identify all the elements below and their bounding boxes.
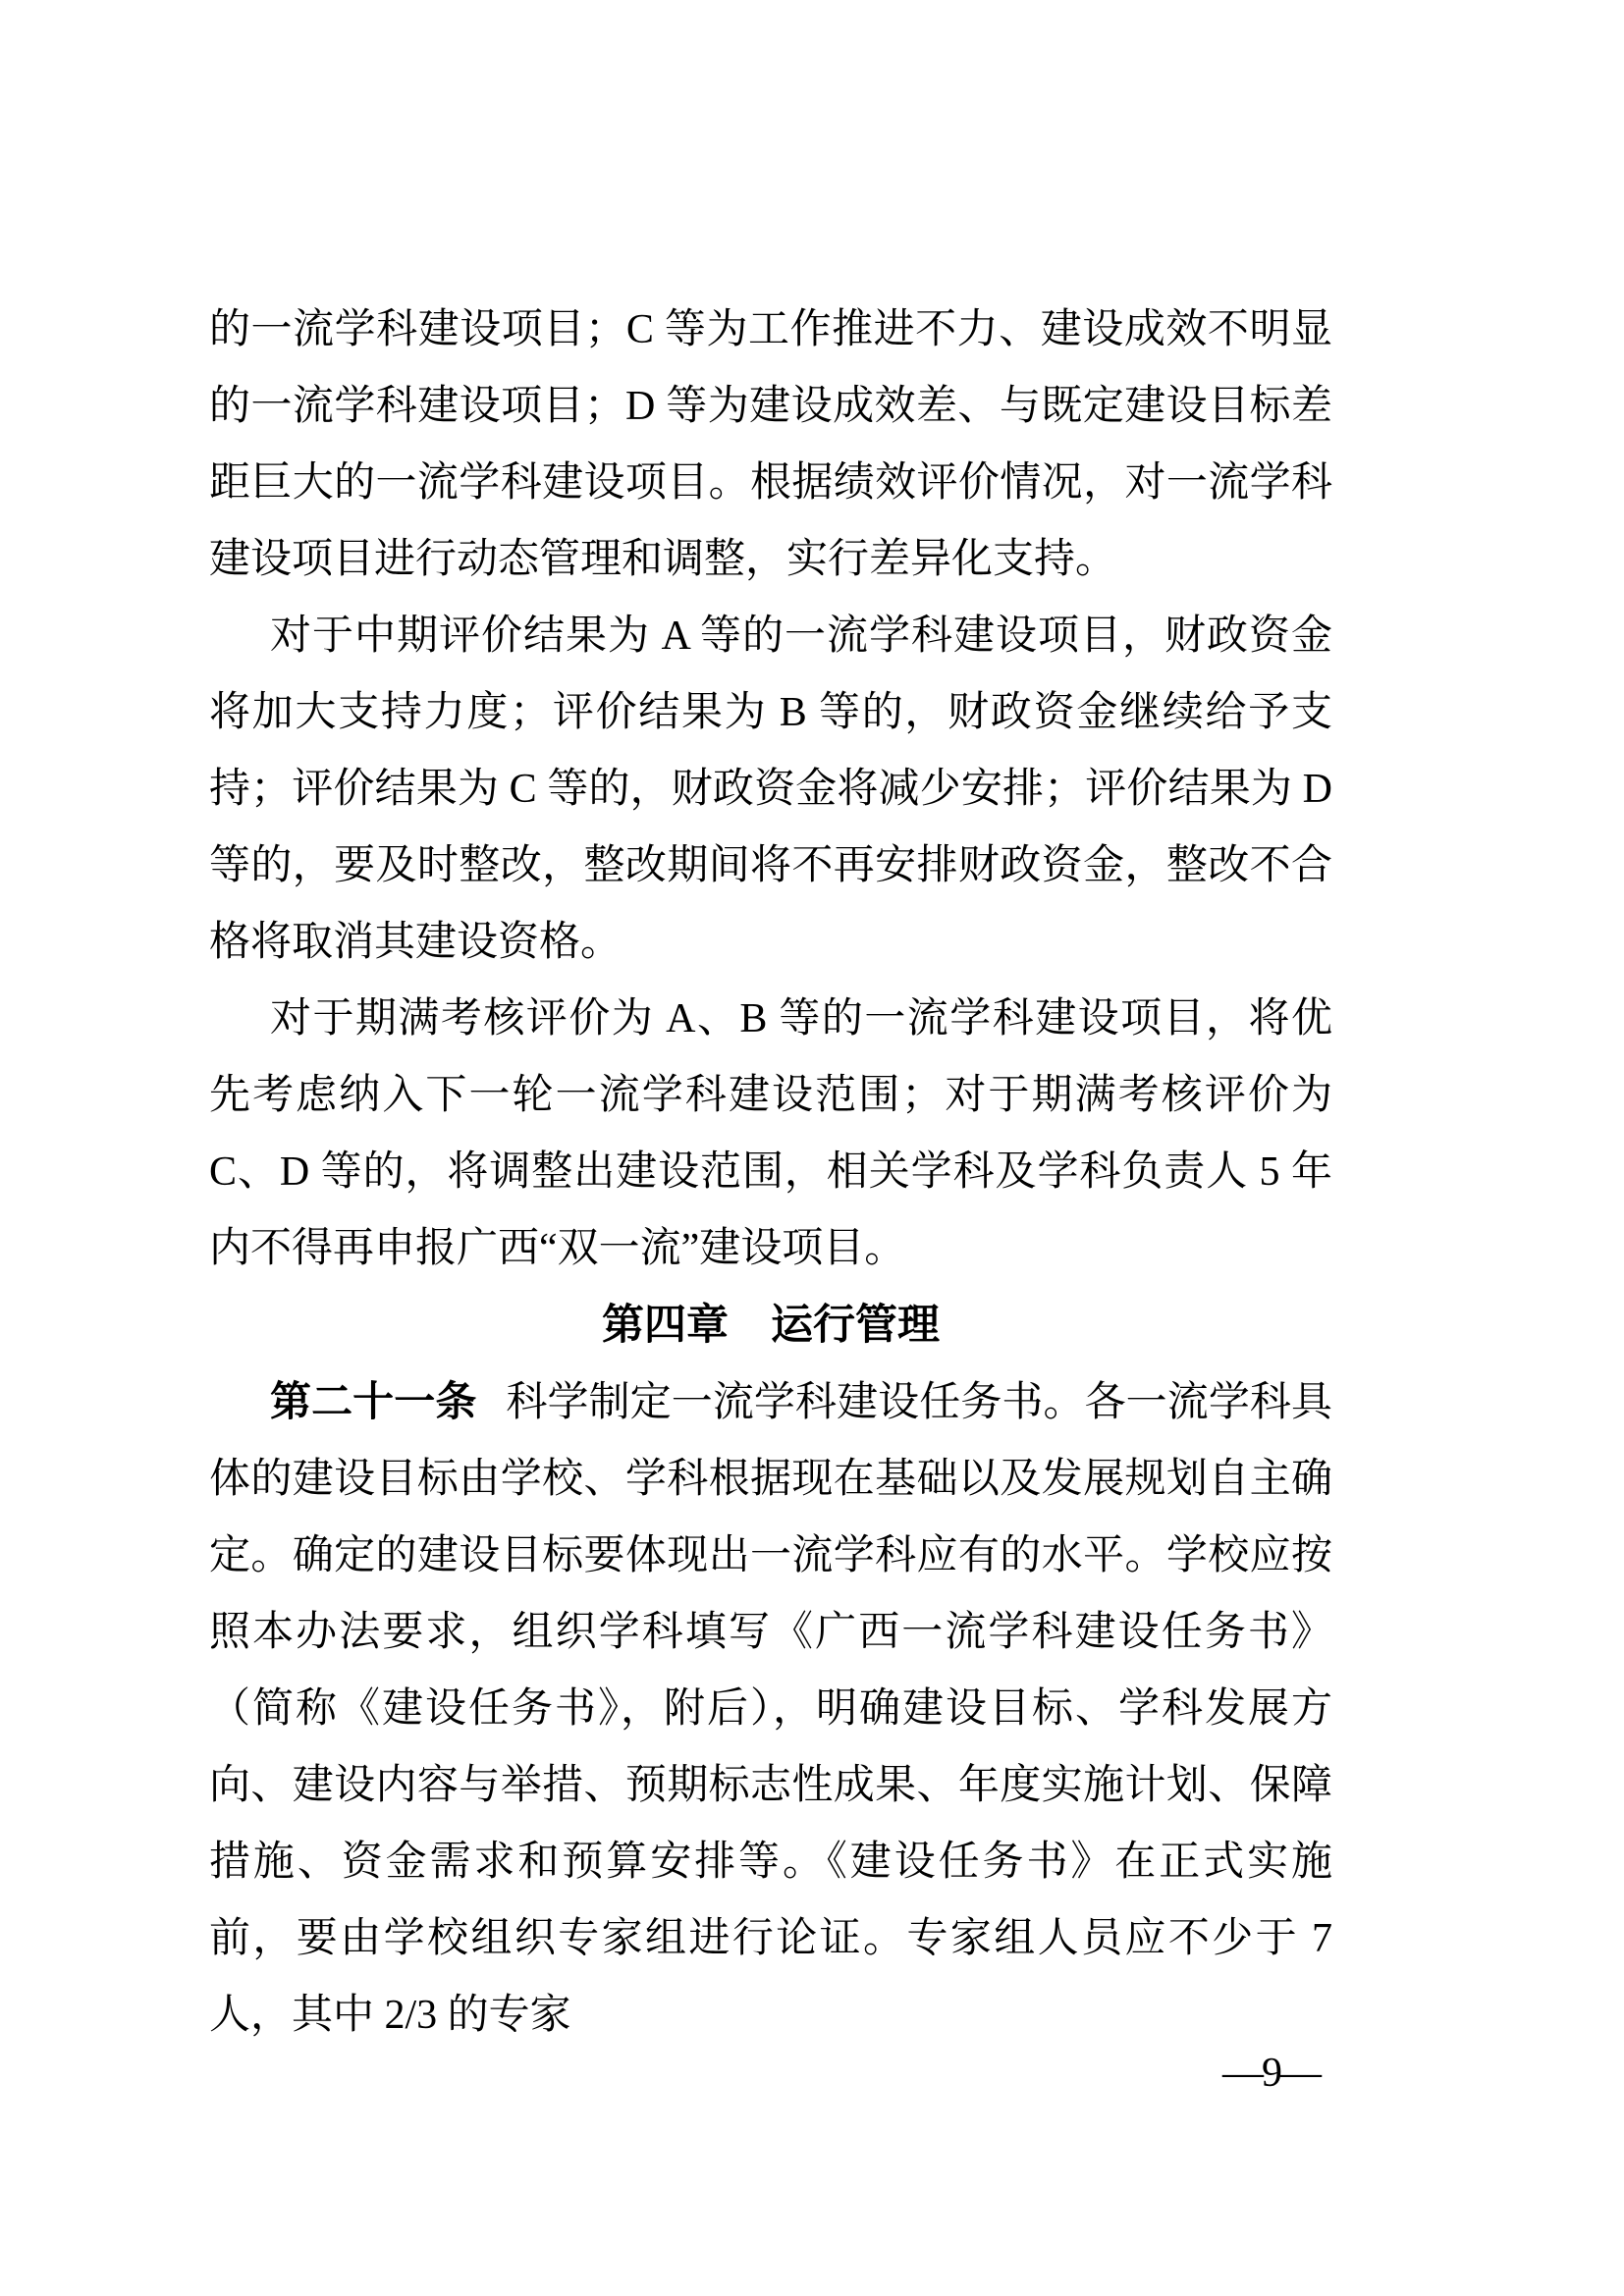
body-paragraph-final-assessment: 对于期满考核评价为 A、B 等的一流学科建设项目，将优先考虑纳入下一轮一流学科建设范围；对于期满考核评价为 C、D 等的，将调整出建设范围，相关学科及学科负责人 5 年内不得再申报广西“双一流”建设项目。	[209, 996, 1332, 1271]
chapter-heading: 第四章 运行管理	[602, 1302, 940, 1349]
body-paragraph-continuation: 的一流学科建设项目；C 等为工作推进不力、建设成效不明显的一流学科建设项目；D 等为建设成效差、与既定建设目标差距巨大的一流学科建设项目。根据绩效评价情况，对一流学科建设项目进行动态管理和调整，实行差异化支持。	[209, 307, 1332, 582]
page-number: —9—	[1222, 2051, 1320, 2096]
text-block	[209, 292, 1332, 2054]
article-paragraph	[209, 1363, 1332, 2054]
article-number-label: 第二十一条	[270, 1378, 477, 1424]
body-paragraph-midterm-evaluation: 对于中期评价结果为 A 等的一流学科建设项目，财政资金将加大支持力度；评价结果为 B 等的，财政资金继续给予支持；评价结果为 C 等的，财政资金将减少安排；评价结果为 D 等的，要及时整改，整改期间将不再安排财政资金，整改不合格将取消其建设资格。	[209, 614, 1332, 965]
article-text: 科学制定一流学科建设任务书。各一流学科具体的建设目标由学校、学科根据现在基础以及发展规划自主确定。确定的建设目标要体现出一流学科应有的水平。学校应按照本办法要求，组织学科填写《广西一流学科建设任务书》（简称《建设任务书》，附后），明确建设目标、学科发展方向、建设内容与举措、预期标志性成果、年度实施计划、保障措施、资金需求和预算安排等。《建设任务书》在正式实施前，要由学校组织专家组进行论证。专家组人员应不少于 7 人，其中 2/3 的专家	[209, 1380, 1332, 2038]
